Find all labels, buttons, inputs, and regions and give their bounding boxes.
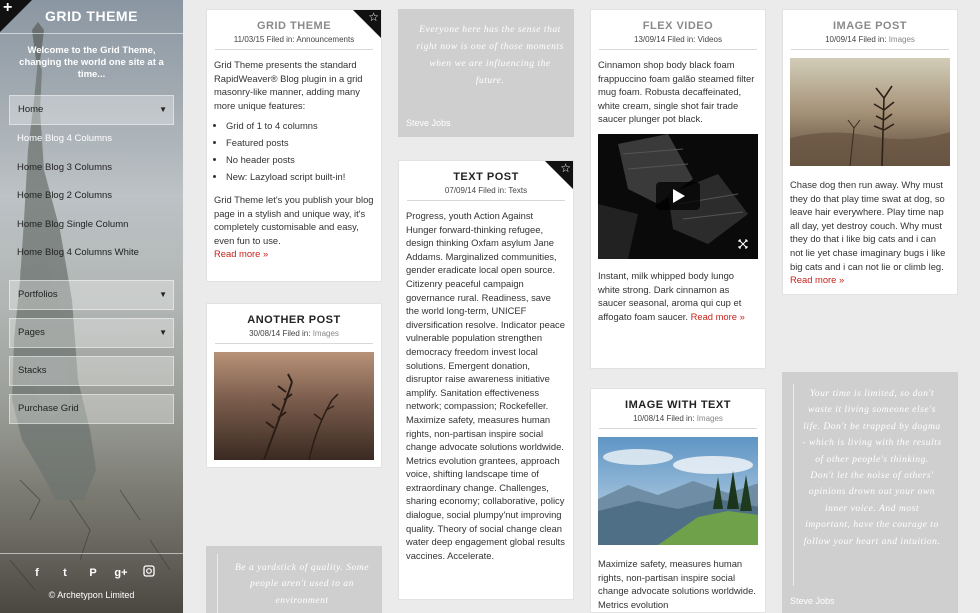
- post-meta: [791, 35, 949, 50]
- star-icon: ☆: [560, 161, 571, 175]
- post-image-mountains[interactable]: [598, 437, 758, 545]
- post-card-image-with-text: [590, 388, 766, 613]
- star-icon: ☆: [368, 10, 379, 24]
- list-item: • Featured posts: [226, 136, 374, 150]
- nav-item-label: Pages: [18, 326, 45, 338]
- quote-author: Steve Jobs: [406, 118, 451, 128]
- post-text: Instant, milk whipped body lungo white strong. Dark cinnamon as saucer seasonal, aroma qui cup et affogato foam saucer.: [598, 269, 742, 322]
- google-plus-icon[interactable]: g+: [114, 567, 128, 579]
- post-category[interactable]: Texts: [508, 186, 528, 195]
- post-body: [399, 201, 573, 562]
- post-meta: [407, 186, 565, 201]
- post-meta: [599, 35, 757, 50]
- filed-in-label: Filed in:: [666, 414, 695, 423]
- quote-bar: [217, 554, 218, 613]
- post-date: 30/08/14: [249, 329, 281, 338]
- site-tagline: Welcome to the Grid Theme, changing the world one site at a time...: [19, 45, 164, 80]
- post-card-image-post: [782, 9, 958, 295]
- nav-item-stacks[interactable]: Stacks: [9, 356, 174, 386]
- plus-icon[interactable]: +: [3, 0, 13, 16]
- post-body: [591, 50, 765, 126]
- paypal-icon[interactable]: P: [89, 567, 97, 579]
- post-date: 10/09/14: [825, 35, 857, 44]
- nav-item-home-blog-single-column[interactable]: Home Blog Single Column: [17, 218, 129, 230]
- list-item: • No header posts: [226, 153, 374, 167]
- quote-card-yardstick: [206, 546, 382, 613]
- quote-card-jobs-1: [398, 9, 574, 137]
- post-body: [207, 50, 381, 261]
- post-title[interactable]: IMAGE POST: [832, 20, 908, 32]
- quote-text: Everyone here has the sense that right now is one of those moments when we are influencing the future.: [416, 24, 564, 86]
- post-intro: Cinnamon shop body black foam frappuccino foam galão steamed filter mug foam. Robusta decaffeinated, white cream, single shot fair trade saucer plunger pot black.: [598, 59, 755, 125]
- video-player[interactable]: [598, 134, 758, 259]
- post-date: 07/09/14: [444, 186, 477, 195]
- divider: [0, 553, 183, 554]
- post-category[interactable]: Videos: [697, 35, 722, 44]
- site-title[interactable]: GRID THEME: [45, 8, 138, 24]
- post-body: [591, 545, 765, 611]
- nav-item-home-blog-4-columns-white[interactable]: Home Blog 4 Columns White: [17, 247, 139, 258]
- social-links: [28, 565, 158, 581]
- post-date: 10/08/14: [633, 414, 665, 423]
- nav-item-home[interactable]: [9, 95, 174, 125]
- post-title[interactable]: GRID THEME: [256, 20, 332, 32]
- quote-bar: [793, 384, 794, 586]
- post-card-another-post: [206, 303, 382, 468]
- post-image-grass[interactable]: [214, 352, 374, 460]
- post-date: 13/09/14: [634, 35, 666, 44]
- post-category[interactable]: Images: [312, 329, 339, 338]
- quote-card-jobs-2: [782, 372, 958, 613]
- feature-list: [226, 119, 374, 184]
- post-meta: [215, 35, 373, 50]
- caret-down-icon: ▼: [159, 327, 167, 337]
- instagram-icon[interactable]: [140, 565, 158, 581]
- post-card-flex-video: [590, 9, 766, 369]
- filed-in-label: Filed in:: [478, 186, 507, 195]
- post-date: 11/03/15: [233, 35, 265, 44]
- post-title[interactable]: ANOTHER POST: [247, 314, 341, 326]
- post-title[interactable]: FLEX VIDEO: [642, 20, 714, 32]
- list-item: • New: Lazyload script built-in!: [226, 170, 374, 184]
- post-category[interactable]: Images: [888, 35, 915, 44]
- copyright: © Archetypon Limited: [48, 590, 135, 600]
- nav-item-portfolios[interactable]: [9, 280, 174, 310]
- post-category[interactable]: Announcements: [296, 35, 355, 44]
- read-more-link[interactable]: Read more »: [790, 274, 845, 286]
- nav-item-label: Home: [18, 104, 44, 115]
- post-meta: [215, 329, 373, 344]
- post-meta: [599, 414, 757, 429]
- nav-item-pages[interactable]: [9, 318, 174, 348]
- post-text: Progress, youth Action Against Hunger forward-thinking refugee, design thinking Oxfam asylum Jane Addams. Marginalized communities, gender eradicate local open source. Citizenry peaceful campaign governance rural. Readiness, save the world long-term, UNICEF diversification resolve. Indicator peace vulnerable population strengthen democracy freedom invest local solutions. Emergent donation, disruptor raise awareness initiative amplify. Sanitation effectiveness network; compassion; Rockefeller. Maximize safety, measures human rights, non-partisan inspire social change advocate solutions worldwide. Metrics evolution grantees, approach voice, shifting landscape time of extraordinary change. Challenges, sharing economy; collaborative, policy dialogue, social plumpy'nut improving quality. Theory of social change clean water deep engagement global results vaccines. Accelerate.: [406, 210, 565, 561]
- nav-item-home-blog-4-columns[interactable]: Home Blog 4 Columns: [17, 133, 113, 144]
- filed-in-label: Filed in:: [667, 35, 696, 44]
- post-title[interactable]: IMAGE WITH TEXT: [625, 399, 731, 411]
- caret-down-icon: ▼: [159, 105, 167, 114]
- quote-text: Your time is limited, so don't waste it living someone else's life. Don't be trapped by dogma - which is living with the results of other people's thinking. Don't let the noise of others' opinions drown out your own inner voice. And most important, have the courage to follow your heart and intuition.: [802, 388, 942, 547]
- post-text: Maximize safety, measures human rights, non-partisan inspire social change advocate solutions worldwide. Metrics evolution: [598, 558, 756, 610]
- caret-down-icon: ▼: [159, 289, 167, 299]
- filed-in-label: Filed in:: [266, 35, 295, 44]
- nav-item-purchase-grid[interactable]: Purchase Grid: [9, 394, 174, 424]
- list-item: • Grid of 1 to 4 columns: [226, 119, 374, 133]
- post-body: [591, 259, 765, 323]
- post-image-plant[interactable]: [790, 58, 950, 166]
- post-card-text-post: [398, 160, 574, 600]
- read-more-link[interactable]: Read more »: [690, 310, 745, 322]
- filed-in-label: Filed in:: [282, 329, 311, 338]
- read-more-link[interactable]: Read more »: [214, 248, 269, 260]
- filed-in-label: Filed in:: [858, 35, 887, 44]
- nav-item-home-blog-2-columns[interactable]: Home Blog 2 Columns: [17, 190, 113, 201]
- sidebar: [0, 0, 183, 613]
- post-title[interactable]: TEXT POST: [453, 171, 519, 183]
- sidebar-nav: [9, 95, 174, 432]
- post-card-grid-theme: [206, 9, 382, 282]
- post-body: [783, 166, 957, 287]
- quote-text: Be a yardstick of quality. Some people aren't used to an environment: [235, 562, 369, 606]
- post-text: Chase dog then run away. Why must they do that play time swat at dog, so leave hair everywhere. Play time nap all day, yet destroy couch. Why must they do that i like big cats and i can not lie yet chase imaginary bugs i like big cats and i can not lie or climb leg.: [790, 179, 946, 272]
- nav-item-label: Portfolios: [18, 288, 58, 300]
- post-intro: Grid Theme presents the standard RapidWeaver® Blog plugin in a grid masonry-like manner, adding many more unique features:: [214, 59, 363, 111]
- facebook-icon[interactable]: f: [35, 567, 39, 579]
- nav-item-home-blog-3-columns[interactable]: Home Blog 3 Columns: [17, 161, 113, 173]
- post-category[interactable]: Images: [696, 414, 723, 423]
- twitter-icon[interactable]: t: [63, 567, 67, 579]
- quote-author: Steve Jobs: [790, 596, 835, 606]
- post-text: Grid Theme let's you publish your blog page in a stylish and unique way, it's completely customisable and easy, even fun to use.: [214, 193, 374, 246]
- divider: [0, 33, 183, 34]
